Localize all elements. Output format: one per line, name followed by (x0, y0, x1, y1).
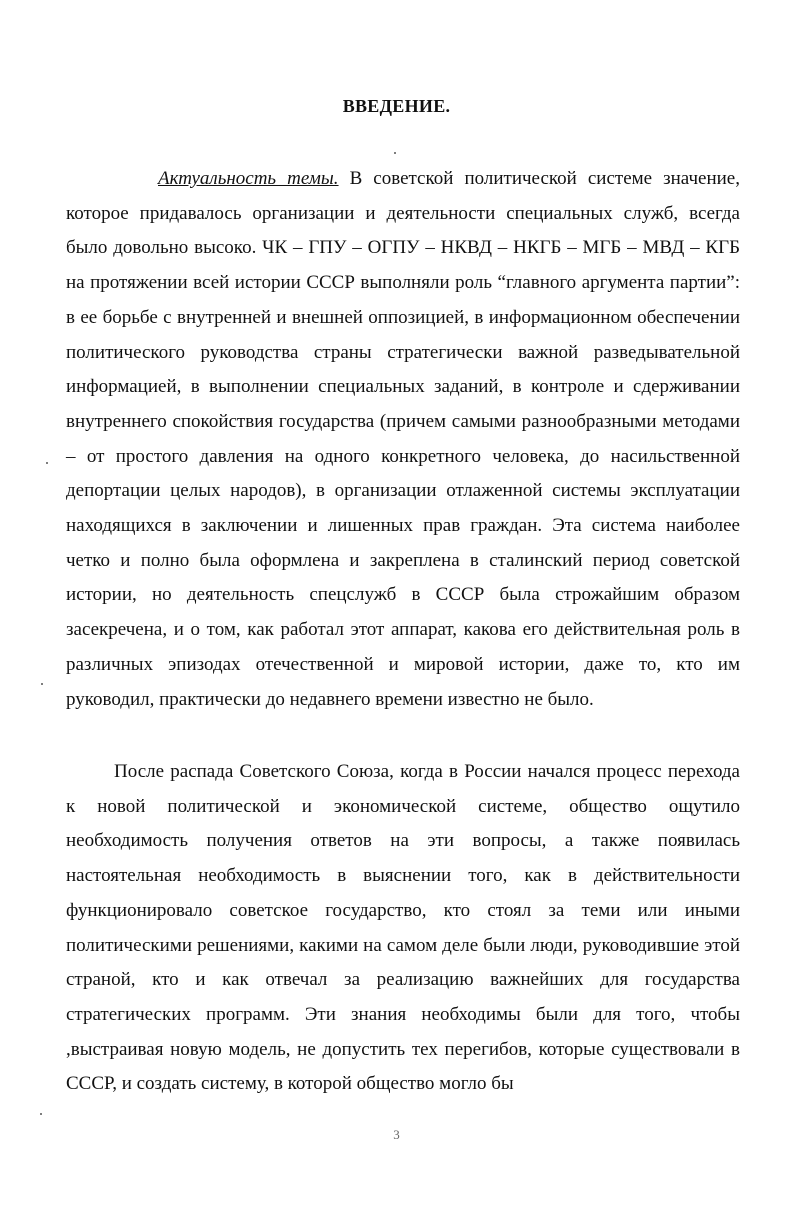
scan-speck (46, 462, 48, 464)
page-number: 3 (393, 1127, 400, 1142)
paragraph-1 (66, 162, 740, 717)
paragraph-1-text: В советской политической системе значение, которое придавалось организации и деятельности специальных служб, всегда было довольно высоко. ЧК – ГПУ – ОГПУ – НКВД – НКГБ – МГБ – МВД – КГБ на протяжении всей истории СССР выполняли роль “главного аргумента партии”: в ее борьбе с внутренней и внешней оппозицией, в информационном обеспечении политического руководства страны стратегически важной разведывательной информацией, в выполнении специальных заданий, в контроле и сдерживании внутреннего спокойствия государства (причем самыми разнообразными методами – от простого давления на одного конкретного человека, до насильственной депортации целых народов), в организации отлаженной системы эксплуатации находящихся в заключении и лишенных прав граждан. Эта система наиболее четко и полно была оформлена и закреплена в сталинский период советской истории, но деятельность спецслужб в СССР была строжайшим образом засекречена, и о том, как работал этот аппарат, какова его действительная роль в различных эпизодах отечественной и мировой истории, даже то, кто им руководил, практически до недавнего времени известно не было. (66, 168, 740, 710)
topic-relevance-label: Актуальность темы. (158, 168, 339, 189)
scan-speck (41, 683, 43, 685)
scan-speck (40, 1113, 42, 1115)
paragraph-2-text: После распада Советского Союза, когда в России начался процесс перехода к новой политической и экономической системе, общество ощутило необходимость получения ответов на эти вопросы, а также появилась настоятельная необходимость в выяснении того, как в действительности функционировало советское государство, кто стоял за теми или иными политическими решениями, какими на самом деле были люди, руководившие этой страной, кто и как отвечал за реализацию важнейших для государства стратегических программ. Эти знания необходимы были для того, чтобы ,выстраивая новую модель, не допустить тех перегибов, которые существовали в СССР, и создать систему, в которой общество могло бы (66, 761, 740, 1095)
paragraph-2 (66, 755, 740, 1102)
scan-speck (394, 152, 396, 154)
page-title: ВВЕДЕНИЕ. (342, 96, 451, 116)
